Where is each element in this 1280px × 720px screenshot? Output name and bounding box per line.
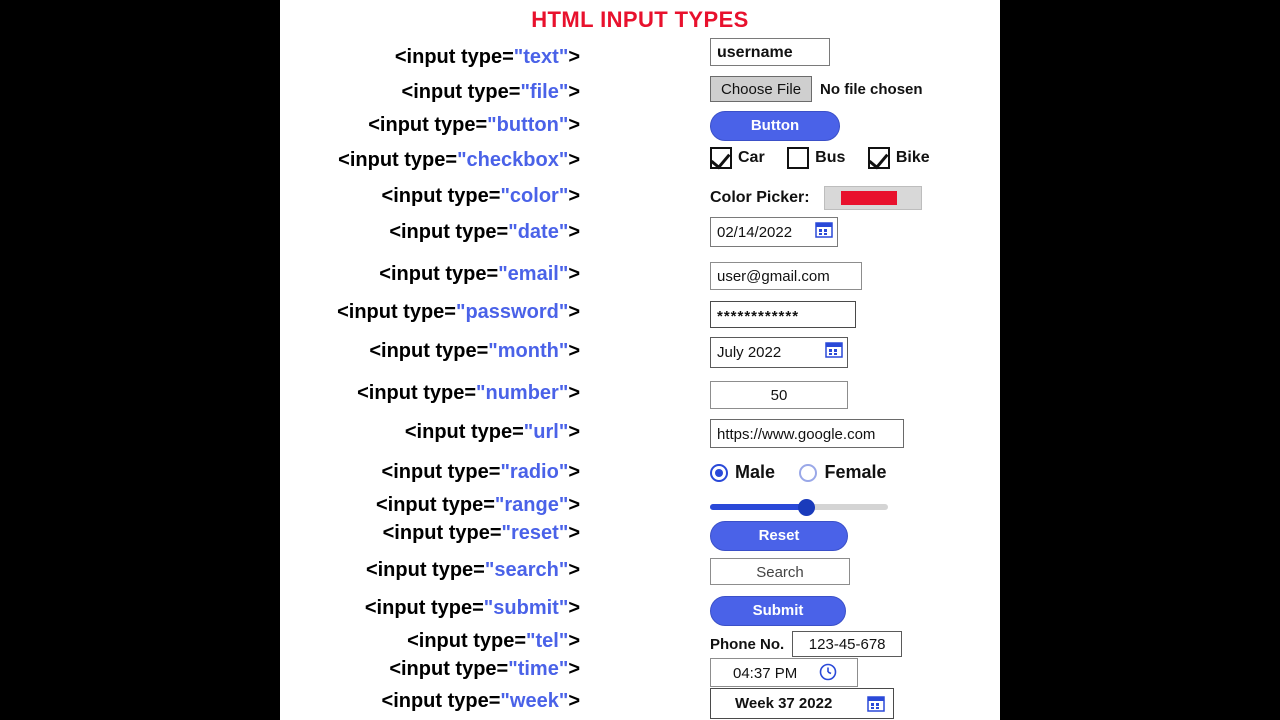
search-input[interactable]: Search — [710, 558, 850, 585]
date-value: 02/14/2022 — [717, 224, 793, 241]
code-label-search: <input type="search"> — [365, 559, 580, 581]
checkbox-bus-label: Bus — [815, 149, 846, 166]
checkbox-bike[interactable] — [868, 147, 890, 169]
date-input[interactable] — [710, 217, 838, 247]
radio-female[interactable] — [799, 464, 817, 482]
checkbox-car[interactable] — [710, 147, 732, 169]
calendar-icon[interactable] — [867, 694, 885, 720]
calendar-icon[interactable] — [815, 220, 833, 246]
control-radio — [710, 462, 907, 483]
week-value: Week 37 2022 — [735, 695, 833, 712]
control-range — [710, 498, 888, 516]
control-checkbox — [710, 147, 948, 169]
range-slider[interactable] — [710, 498, 888, 516]
control-number — [710, 381, 848, 409]
tel-input[interactable]: 123-45-678 — [792, 631, 902, 657]
text-input[interactable]: username — [710, 38, 830, 66]
code-label-file: <input type="file"> — [401, 81, 580, 103]
code-label-password: <input type="password"> — [337, 301, 580, 323]
code-label-submit: <input type="submit"> — [364, 597, 580, 619]
color-input[interactable] — [824, 186, 922, 210]
control-email — [710, 262, 862, 290]
reset-button[interactable]: Reset — [710, 521, 848, 551]
button-input[interactable]: Button — [710, 111, 840, 141]
control-month — [710, 337, 848, 368]
checkbox-bus[interactable] — [787, 147, 809, 169]
control-reset — [710, 521, 848, 551]
color-swatch — [841, 191, 897, 205]
submit-button[interactable]: Submit — [710, 596, 846, 626]
code-label-range: <input type="range"> — [375, 494, 580, 516]
control-date — [710, 217, 838, 247]
code-label-radio: <input type="radio"> — [381, 461, 580, 483]
password-input[interactable]: ************ — [710, 301, 856, 328]
radio-male[interactable] — [710, 464, 728, 482]
page-content — [280, 0, 1000, 720]
code-label-tel: <input type="tel"> — [407, 630, 580, 652]
file-status-label: No file chosen — [820, 81, 923, 98]
control-file — [710, 76, 923, 102]
clock-icon[interactable] — [819, 663, 837, 689]
control-url — [710, 419, 904, 448]
email-input[interactable]: user@gmail.com — [710, 262, 862, 290]
code-label-color: <input type="color"> — [381, 185, 580, 207]
page-title: HTML INPUT TYPES — [531, 7, 749, 32]
code-label-text: <input type="text"> — [394, 46, 580, 68]
range-fill — [710, 504, 806, 510]
code-label-month: <input type="month"> — [369, 340, 580, 362]
checkbox-car-label: Car — [738, 149, 765, 166]
checkbox-bike-label: Bike — [895, 149, 930, 166]
week-input[interactable] — [710, 688, 894, 719]
color-picker-label: Color Picker: — [710, 189, 810, 206]
control-search — [710, 558, 850, 585]
time-input[interactable] — [710, 658, 858, 687]
code-label-url: <input type="url"> — [404, 421, 580, 443]
url-input[interactable]: https://www.google.com — [710, 419, 904, 448]
code-label-reset: <input type="reset"> — [382, 522, 580, 544]
number-input[interactable]: 50 — [710, 381, 848, 409]
radio-male-label: Male — [735, 462, 776, 482]
control-time — [710, 658, 858, 687]
control-color — [710, 186, 922, 210]
control-text — [710, 38, 830, 66]
code-label-number: <input type="number"> — [357, 382, 580, 404]
code-label-button: <input type="button"> — [368, 114, 580, 136]
range-thumb[interactable] — [798, 499, 815, 516]
code-label-email: <input type="email"> — [379, 263, 580, 285]
choose-file-button[interactable]: Choose File — [710, 76, 812, 102]
radio-female-label: Female — [824, 462, 887, 482]
control-tel — [710, 631, 902, 657]
calendar-icon[interactable] — [825, 340, 843, 367]
code-label-checkbox: <input type="checkbox"> — [338, 149, 580, 171]
code-label-date: <input type="date"> — [389, 221, 580, 243]
month-input[interactable] — [710, 337, 848, 368]
time-value: 04:37 PM — [733, 665, 798, 682]
phone-label: Phone No. — [710, 635, 785, 653]
control-button — [710, 111, 840, 141]
control-week — [710, 688, 894, 719]
code-label-time: <input type="time"> — [389, 658, 580, 680]
control-password — [710, 301, 856, 328]
control-submit — [710, 596, 846, 626]
code-label-week: <input type="week"> — [381, 690, 580, 712]
month-value: July 2022 — [717, 344, 782, 361]
